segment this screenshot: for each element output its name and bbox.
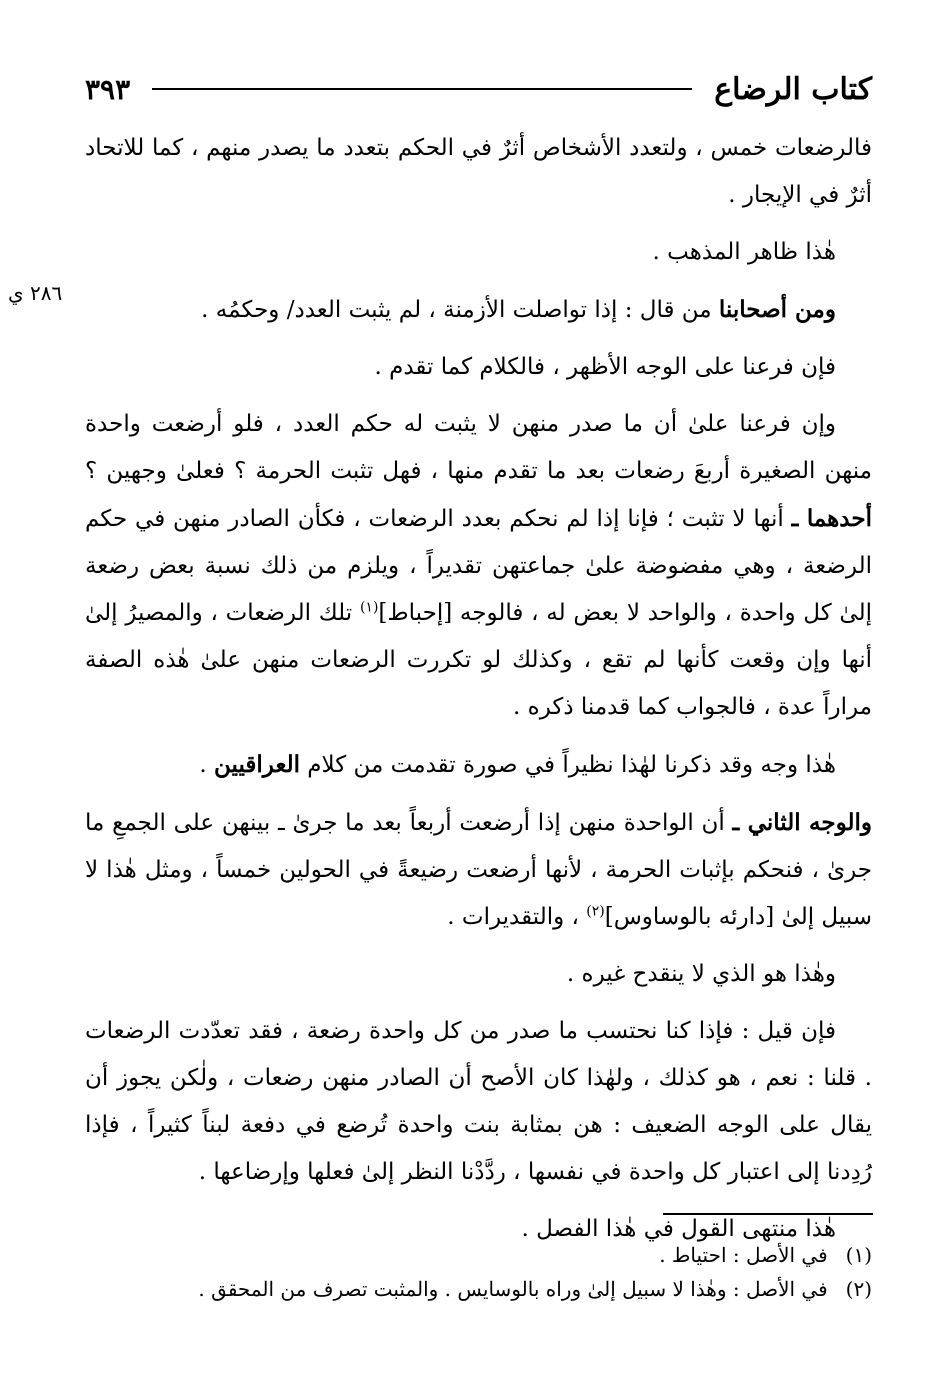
paragraph [85, 741, 872, 789]
paragraph [85, 286, 872, 334]
paragraph-text: فالرضعات خمس ، ولتعدد الأشخاص أثرٌ في الحكم بتعدد ما يصدر منهم ، كما للاتحاد أثرٌ في الإيجار . [85, 135, 872, 208]
footnote [85, 1272, 872, 1306]
paragraph [85, 125, 872, 219]
paragraph [85, 229, 872, 276]
footnotes [85, 1238, 872, 1306]
footnote-ref: (١) [359, 599, 379, 616]
header-rule [152, 88, 692, 90]
running-title: كتاب الرضاع [714, 71, 872, 107]
footnote-ref: (٢) [586, 903, 605, 920]
paragraph-text: أن الواحدة منهن إذا أرضعت أربعاً بعد ما جرىٰ ـ بينهن على الجمعِ ما جرىٰ ، فنحكم بإثبات الحرمة ، لأنها أرضعت رضيعةً في الحولين خمساً ، ومثل هٰذا لا سبيل إلىٰ [دارئه بالوساوس] [85, 810, 872, 930]
paragraph-text: ، والتقديرات . [447, 904, 587, 930]
paragraph [85, 799, 872, 941]
paragraph-text: فإن قيل : فإذا كنا نحتسب ما صدر من كل واحدة رضعة ، فقد تعدّدت الرضعات . قلنا : نعم ، هو كذلك ، ولهٰذا كان الأصح أن الصادر منهن رضعات ، ولٰكن يجوز أن يقال على الوجه الضعيف : هن بمثابة بنت واحدة تُرضع في دفعة لبناً كثيراً ، فإذا رُدِدنا إلى اعتبار كل واحدة في نفسها ، ردَّدْنا النظر إلىٰ فعلها وإرضاعها . [85, 1018, 872, 1185]
paragraph-text: وإن فرعنا علىٰ أن ما صدر منهن لا يثبت له حكم العدد ، فلو أرضعت واحدة منهن الصغيرة أربعَ رضعات بعد ما تقدم منها ، فهل تثبت الحرمة ؟ فعلىٰ وجهين ؟ [85, 411, 872, 484]
page-header [85, 64, 872, 114]
footnote-number: (١) [845, 1243, 872, 1267]
paragraph-text: من قال : إذا تواصلت الأزمنة ، لم يثبت العدد/ وحكمُه . [201, 297, 719, 323]
page-number: ٣٩٣ [85, 72, 131, 106]
paragraph-text: هٰذا وجه وقد ذكرنا لهٰذا نظيراً في صورة تقدمت من كلام [300, 752, 836, 778]
paragraph-text: . [199, 752, 215, 778]
paragraph [85, 1008, 872, 1196]
footnote-text: في الأصل : وهٰذا لا سبيل إلىٰ وراه بالوسايس . والمثبت تصرف من المحقق . [198, 1277, 828, 1301]
paragraph-bold-term: العراقيين [214, 751, 300, 778]
paragraph-text: هٰذا منتهى القول في هٰذا الفصل . [521, 1216, 836, 1242]
paragraph-text: وهٰذا هو الذي لا ينقدح غيره . [566, 961, 836, 987]
paragraph-bold-lead: والوجه الثاني ـ [732, 809, 872, 836]
footnote-number: (٢) [845, 1277, 872, 1301]
footnote-text: في الأصل : احتياط . [659, 1243, 828, 1267]
main-text [85, 125, 872, 1253]
paragraph-text: فإن فرعنا على الوجه الأظهر ، فالكلام كما تقدم . [374, 354, 836, 380]
paragraph-bold-term: أحدهما ـ [791, 505, 872, 532]
paragraph [85, 344, 872, 391]
paragraph-text: أنها لا تثبت ؛ فإنا إذا لم نحكم بعدد الرضعات ، فكأن الصادر منهن في حكم الرضعة ، وهي مفضوضة علىٰ جماعتهن تقديراً ، ويلزم من ذلك نسبة بعض رضعة إلىٰ كل واحدة ، والواحد لا بعض له ، فالوجه [إحباط] [85, 506, 872, 626]
paragraph-text: هٰذا ظاهر المذهب . [652, 239, 836, 265]
footnote [85, 1238, 872, 1272]
paragraph-bold-lead: ومن أصحابنا [718, 296, 836, 323]
paragraph [85, 951, 872, 998]
paragraph [85, 401, 872, 731]
footnote-separator [663, 1213, 873, 1215]
margin-page-reference: ٢٨٦ ي [8, 281, 63, 305]
paragraph-text: تلك الرضعات ، والمصيرُ إلىٰ أنها وإن وقعت كأنها لم تقع ، وكذلك لو تكررت الرضعات منهن علىٰ هٰذه الصفة مراراً عدة ، فالجواب كما قدمنا ذكره . [85, 600, 872, 720]
